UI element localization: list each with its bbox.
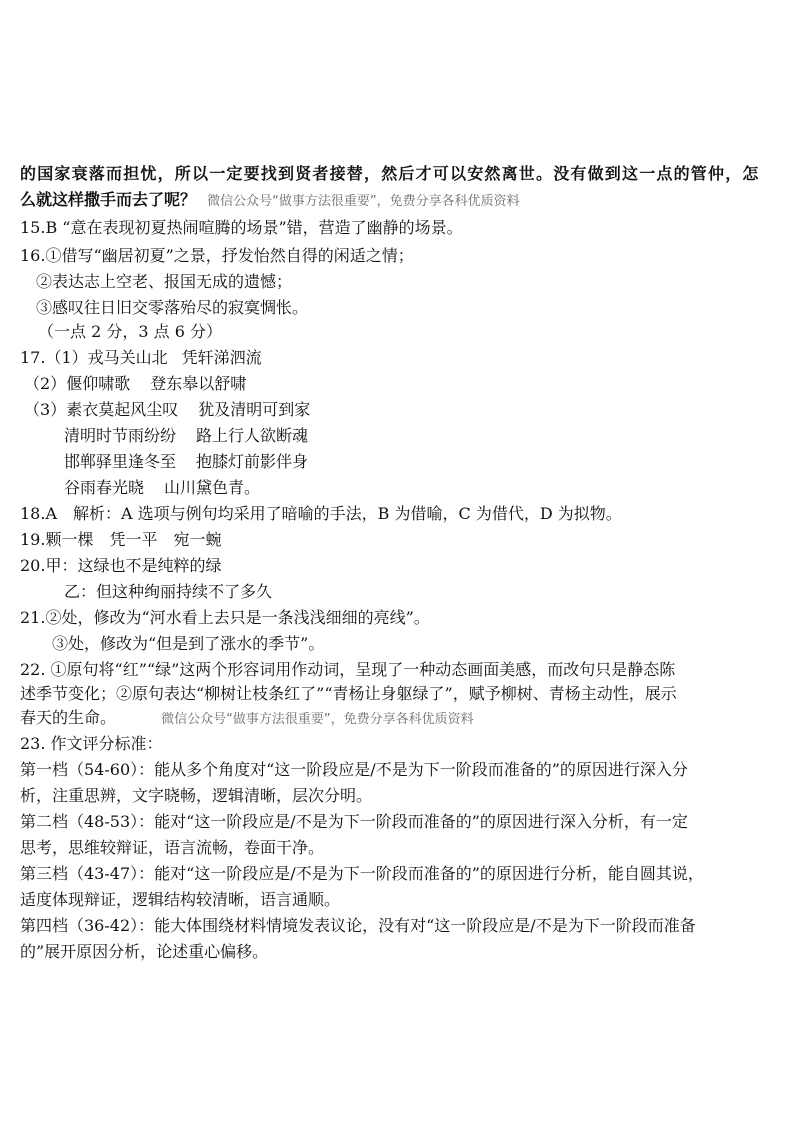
essay-tier-2-line-1: 第二档（48-53）：能对“这一阶段应是/不是为下一阶段而准备的”的原因进行深入分析，有一定 <box>20 812 688 831</box>
verse: 戎马关山北 <box>87 348 168 367</box>
verse: 抱膝灯前影伴身 <box>196 452 309 471</box>
verse: 山川黛色青。 <box>164 478 261 497</box>
part-number: （3） <box>24 400 67 419</box>
verse: 路上行人欲断魂 <box>196 426 309 445</box>
intro-line-2-text: 么就这样撒手而去了呢？ <box>20 190 197 209</box>
answer-17-part-3-row <box>64 452 800 472</box>
watermark: 微信公众号“做事方法很重要”，免费分享各科优质资料 <box>207 194 520 209</box>
answer-20-line-1: 20.甲：这绿也不是纯粹的绿 <box>20 556 222 575</box>
answer-15: 15.B “意在表现初夏热闹喧腾的场景”错，营造了幽静的场景。 <box>20 218 463 237</box>
answer-22-line-1: 22. ①原句将“红”“绿”这两个形容词用作动词，呈现了一种动态画面美感，而改句只是静态陈 <box>20 660 676 679</box>
answer-22-line-3-text: 春天的生命。 <box>20 708 117 727</box>
answer-16-line-3: ③感叹往日旧交零落殆尽的寂寞惆怅。 <box>36 298 309 317</box>
verse: 邯郸驿里逢冬至 <box>64 452 177 471</box>
essay-tier-4-line-1: 第四档（36-42）：能大体围绕材料情境发表议论，没有对“这一阶段应是/不是为下一阶段而准备 <box>20 916 696 935</box>
verse: 凭轩涕泗流 <box>181 348 262 367</box>
essay-tier-1-line-2: 析，注重思辨，文字晓畅，逻辑清晰，层次分明。 <box>20 786 373 805</box>
answer-17-part-2 <box>24 374 800 394</box>
verse: 偃仰啸歌 <box>66 374 131 393</box>
essay-tier-3-line-1: 第三档（43-47）：能对“这一阶段应是/不是为下一阶段而准备的”的原因进行分析，能自圆其说， <box>20 864 704 883</box>
answer-17-part-3-row <box>64 426 800 446</box>
essay-tier-3-line-2: 适度体现辩证，逻辑结构较清晰，语言通顺。 <box>20 890 341 909</box>
answer-16-line-2: ②表达志上空老、报国无成的遗憾； <box>36 272 293 291</box>
part-number: 17.（1） <box>20 348 88 367</box>
answer-16-score-note: （一点 2 分，3 点 6 分） <box>38 322 222 341</box>
essay-tier-4-line-2: 的”展开原因分析，论述重心偏移。 <box>20 942 269 961</box>
answer-23-title: 23. 作文评分标准： <box>20 734 163 753</box>
answer-22-line-2: 述季节变化；②原句表达“柳树让枝条红了”“青杨让身躯绿了”，赋予柳树、青杨主动性，展示 <box>20 684 677 703</box>
intro-line-2 <box>20 190 800 212</box>
intro-line-1: 的国家衰落而担忧，所以一定要找到贤者接替，然后才可以安然离世。没有做到这一点的管仲，怎 <box>20 164 760 183</box>
answer-22-line-3 <box>20 708 800 730</box>
answer-17-part-3-row <box>64 478 800 498</box>
part-number: （2） <box>24 374 67 393</box>
verse: 素衣莫起风尘叹 <box>66 400 179 419</box>
essay-tier-1-line-1: 第一档（54-60）：能从多个角度对“这一阶段应是/不是为下一阶段而准备的”的原因进行深入分 <box>20 760 688 779</box>
verse: 谷雨春光晓 <box>64 478 145 497</box>
answer-17-part-3 <box>24 400 800 420</box>
answer-21-line-2: ③处，修改为“但是到了涨水的季节”。 <box>52 634 325 653</box>
verse: 清明时节雨纷纷 <box>64 426 177 445</box>
verse: 登东皋以舒啸 <box>150 374 247 393</box>
answer-21-line-1: 21.②处，修改为“河水看上去只是一条浅浅细细的亮线”。 <box>20 608 430 627</box>
answer-18: 18.A 解析：A 选项与例句均采用了暗喻的手法，B 为借喻，C 为借代，D 为拟物。 <box>20 504 622 523</box>
verse: 犹及清明可到家 <box>198 400 311 419</box>
answer-20-line-2: 乙：但这种绚丽持续不了多久 <box>64 582 273 601</box>
watermark: 微信公众号“做事方法很重要”，免费分享各科优质资料 <box>161 712 474 727</box>
essay-tier-2-line-2: 思考，思维较辩证，语言流畅，卷面干净。 <box>20 838 325 857</box>
answer-16-line-1: 16.①借写“幽居初夏”之景，抒发怡然自得的闲适之情； <box>20 246 414 265</box>
answer-17-part-1 <box>20 348 800 368</box>
answer-19: 19.颗一棵 凭一平 宛一蜿 <box>20 530 222 549</box>
